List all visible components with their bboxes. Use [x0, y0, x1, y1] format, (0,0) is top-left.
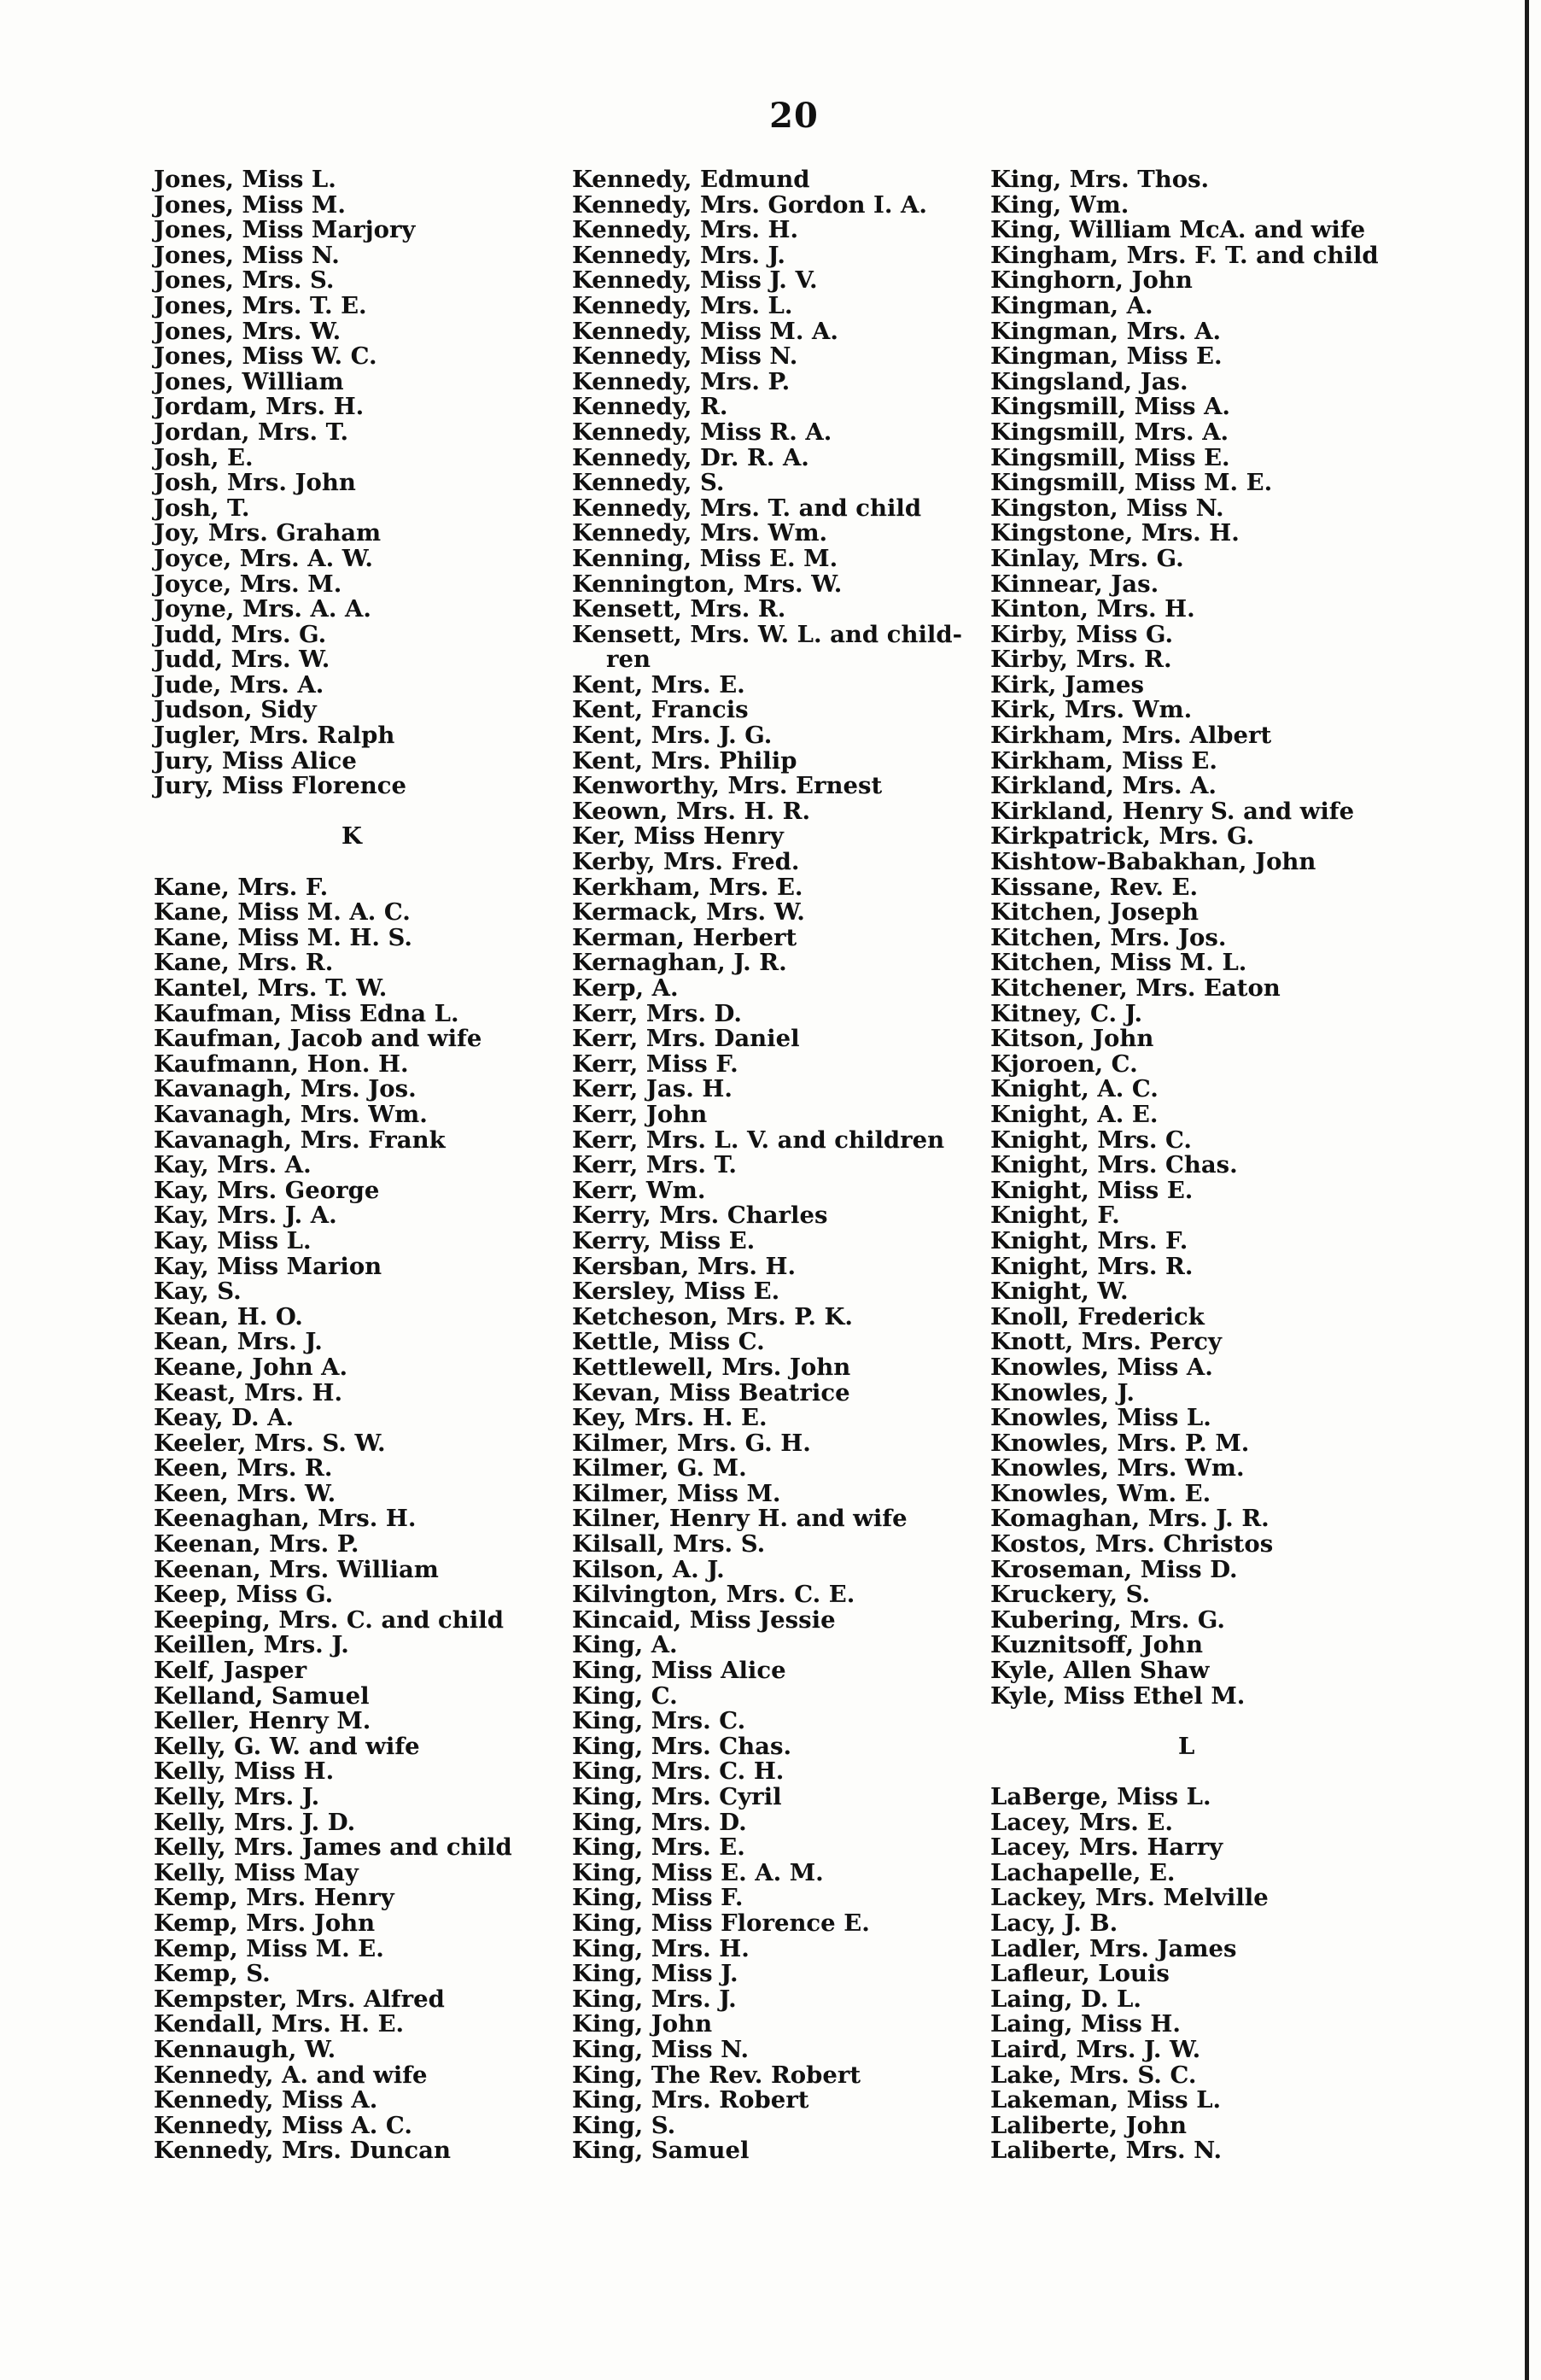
directory-entry: Kerry, Mrs. Charles — [572, 1202, 828, 1230]
directory-entry: Kinghorn, John — [990, 266, 1193, 295]
directory-entry: Keenan, Mrs. P. — [154, 1530, 359, 1558]
directory-entry: Kingman, A. — [990, 291, 1153, 319]
directory-entry: Kitchen, Joseph — [990, 898, 1199, 927]
directory-entry: Kaufman, Jacob and wife — [154, 1025, 482, 1053]
directory-entry: Knowles, Miss A. — [990, 1353, 1213, 1381]
directory-entry: Knight, F. — [990, 1202, 1120, 1230]
directory-entry: Kennedy, S. — [572, 469, 725, 497]
directory-entry: Keeler, Mrs. S. W. — [154, 1429, 386, 1457]
directory-entry: Josh, E. — [154, 443, 254, 471]
directory-entry: Josh, T. — [154, 494, 250, 522]
directory-entry: King, Mrs. E. — [572, 1833, 745, 1862]
directory-entry: Laird, Mrs. J. W. — [990, 2035, 1201, 2063]
directory-entry: ren — [606, 646, 651, 674]
directory-entry: Key, Mrs. H. E. — [572, 1404, 768, 1432]
directory-entry: Lake, Mrs. S. C. — [990, 2061, 1197, 2089]
directory-entry: King, Mrs. J. — [572, 1985, 737, 2013]
directory-entry: Keast, Mrs. H. — [154, 1378, 343, 1406]
directory-entry: Jones, Miss Marjory — [154, 216, 416, 244]
directory-entry: Joyne, Mrs. A. A. — [154, 595, 371, 623]
directory-entry: Joy, Mrs. Graham — [154, 519, 382, 547]
directory-entry: Knight, A. C. — [990, 1075, 1159, 1103]
directory-entry: Kirby, Miss G. — [990, 620, 1174, 648]
directory-entry: Kingsmill, Miss A. — [990, 393, 1230, 421]
directory-entry: Keep, Miss G. — [154, 1581, 334, 1609]
directory-column-1 — [154, 167, 512, 2164]
directory-entry: Kirkham, Miss E. — [990, 746, 1217, 775]
directory-entry: Jones, Miss N. — [154, 241, 340, 269]
directory-entry: Kettlewell, Mrs. John — [572, 1353, 851, 1381]
directory-column-2 — [572, 167, 962, 2164]
directory-entry: Kilvington, Mrs. C. E. — [572, 1581, 855, 1609]
directory-entry: Laliberte, John — [990, 2111, 1187, 2139]
directory-entry: Kane, Mrs. F. — [154, 873, 329, 901]
directory-entry: Kettle, Miss C. — [572, 1328, 765, 1356]
directory-entry: Kernaghan, J. R. — [572, 949, 787, 977]
directory-entry: Kitney, C. J. — [990, 999, 1143, 1027]
directory-entry: Knowles, Miss L. — [990, 1404, 1211, 1432]
directory-entry: Knowles, Mrs. P. M. — [990, 1429, 1250, 1457]
directory-entry: Kirk, James — [990, 670, 1144, 699]
page-number: 20 — [769, 96, 819, 136]
directory-entry: Lackey, Mrs. Melville — [990, 1884, 1269, 1912]
directory-entry: Kostos, Mrs. Christos — [990, 1530, 1274, 1558]
directory-entry: Kersban, Mrs. H. — [572, 1252, 797, 1280]
directory-entry: Kirkland, Mrs. A. — [990, 772, 1217, 800]
directory-entry: Kennington, Mrs. W. — [572, 570, 843, 598]
directory-entry: Kinlay, Mrs. G. — [990, 544, 1184, 572]
directory-entry: Kingman, Miss E. — [990, 342, 1223, 371]
directory-entry: Jones, Miss L. — [154, 166, 336, 193]
directory-entry: Kennedy, Miss A. — [154, 2086, 378, 2114]
directory-entry: Jury, Miss Florence — [154, 772, 406, 800]
directory-entry: Kay, Mrs. J. A. — [154, 1202, 337, 1230]
directory-entry: Knowles, Mrs. Wm. — [990, 1454, 1245, 1482]
directory-entry: Kennedy, R. — [572, 393, 728, 421]
directory-entry: Keen, Mrs. W. — [154, 1479, 336, 1507]
directory-entry: Kilmer, Mrs. G. H. — [572, 1429, 811, 1457]
directory-entry: Kelf, Jasper — [154, 1657, 307, 1685]
directory-entry: Kerr, Miss F. — [572, 1050, 738, 1078]
directory-entry: Lachapelle, E. — [990, 1858, 1176, 1886]
directory-entry: Kavanagh, Mrs. Wm. — [154, 1100, 428, 1128]
directory-entry: King, Mrs. Cyril — [572, 1783, 782, 1810]
directory-entry: Jones, Miss W. C. — [154, 342, 377, 371]
directory-entry: Jude, Mrs. A. — [154, 670, 324, 699]
directory-entry: Kuznitsoff, John — [990, 1631, 1203, 1659]
directory-entry: Lacey, Mrs. E. — [990, 1808, 1173, 1836]
directory-entry: Kevan, Miss Beatrice — [572, 1378, 850, 1406]
directory-entry: Kane, Miss M. A. C. — [154, 898, 411, 927]
blank-line — [154, 799, 512, 825]
directory-entry: Kenworthy, Mrs. Ernest — [572, 772, 883, 800]
directory-entry: Kitchen, Miss M. L. — [990, 949, 1247, 977]
directory-entry: King, A. — [572, 1631, 678, 1659]
directory-entry: Kennedy, Mrs. Duncan — [154, 2137, 451, 2165]
directory-entry: Kerman, Herbert — [572, 923, 797, 951]
directory-entry: King, Mrs. D. — [572, 1808, 747, 1836]
directory-entry: Jones, Mrs. S. — [154, 266, 335, 295]
directory-entry: Judd, Mrs. W. — [154, 646, 330, 674]
blank-line — [154, 850, 512, 875]
directory-entry: Kermack, Mrs. W. — [572, 898, 805, 927]
directory-entry: Kinton, Mrs. H. — [990, 595, 1195, 623]
directory-entry: Kennedy, Miss J. V. — [572, 266, 818, 295]
directory-entry: Lakeman, Miss L. — [990, 2086, 1222, 2114]
section-heading: K — [341, 822, 363, 851]
directory-entry: Knight, W. — [990, 1278, 1129, 1306]
directory-entry: Kelly, Miss May — [154, 1858, 359, 1886]
directory-entry: Kean, Mrs. J. — [154, 1328, 323, 1356]
directory-entry: Kennedy, Miss M. A. — [572, 317, 838, 345]
directory-entry: King, William McA. and wife — [990, 216, 1366, 244]
directory-entry: King, Mrs. Robert — [572, 2086, 809, 2114]
directory-column-3 — [990, 167, 1379, 2164]
directory-entry: Kent, Mrs. Philip — [572, 746, 797, 775]
directory-entry: Kensett, Mrs. R. — [572, 595, 786, 623]
directory-entry: King, Mrs. Chas. — [572, 1732, 792, 1760]
directory-entry: Kirkham, Mrs. Albert — [990, 722, 1272, 750]
blank-line — [990, 1709, 1379, 1734]
directory-entry: Kendall, Mrs. H. E. — [154, 2010, 405, 2038]
directory-entry: Knowles, J. — [990, 1378, 1135, 1406]
directory-entry: Kilner, Henry H. and wife — [572, 1505, 908, 1533]
directory-entry: Kerry, Miss E. — [572, 1226, 756, 1254]
directory-entry: Keen, Mrs. R. — [154, 1454, 333, 1482]
directory-entry: Knight, Miss E. — [990, 1176, 1194, 1204]
directory-entry: Jury, Miss Alice — [154, 746, 357, 775]
directory-entry: Kirk, Mrs. Wm. — [990, 696, 1193, 724]
directory-entry: Kemp, S. — [154, 1960, 271, 1988]
directory-entry: Kelly, Mrs. J. — [154, 1783, 320, 1810]
directory-entry: King, Miss N. — [572, 2035, 750, 2063]
directory-entry: Kavanagh, Mrs. Frank — [154, 1126, 446, 1154]
directory-entry: Keay, D. A. — [154, 1404, 295, 1432]
directory-entry: Kingsmill, Miss M. E. — [990, 469, 1273, 497]
directory-entry: Kerr, John — [572, 1100, 708, 1128]
directory-entry: Keane, John A. — [154, 1353, 348, 1381]
directory-entry: Kirby, Mrs. R. — [990, 646, 1172, 674]
directory-entry: Kay, Mrs. A. — [154, 1151, 312, 1179]
directory-entry: King, C. — [572, 1681, 678, 1710]
directory-entry: King, Mrs. C. — [572, 1707, 746, 1735]
directory-entry: Laliberte, Mrs. N. — [990, 2137, 1223, 2165]
directory-entry: Kemp, Mrs. Henry — [154, 1884, 394, 1912]
directory-entry: Kilmer, G. M. — [572, 1454, 747, 1482]
directory-entry: Keller, Henry M. — [154, 1707, 371, 1735]
directory-entry: Kilmer, Miss M. — [572, 1479, 781, 1507]
section-heading: L — [1178, 1732, 1196, 1760]
directory-entry: King, Mrs. C. H. — [572, 1757, 785, 1786]
directory-entry: Kaufman, Miss Edna L. — [154, 999, 459, 1027]
directory-entry: Kennaugh, W. — [154, 2035, 336, 2063]
directory-entry: Kirkland, Henry S. and wife — [990, 797, 1355, 825]
directory-entry: King, Miss Florence E. — [572, 1909, 870, 1937]
directory-entry: Kennedy, Miss R. A. — [572, 418, 832, 446]
directory-entry: Kelly, Mrs. J. D. — [154, 1808, 356, 1836]
directory-entry: Jordam, Mrs. H. — [154, 393, 365, 421]
directory-entry: Jones, Miss M. — [154, 190, 346, 219]
directory-entry: Jordan, Mrs. T. — [154, 418, 349, 446]
directory-entry: Kavanagh, Mrs. Jos. — [154, 1075, 417, 1103]
directory-entry: Knight, Mrs. F. — [990, 1226, 1188, 1254]
directory-entry: Kennedy, Mrs. L. — [572, 291, 793, 319]
directory-entry: Kennedy, Miss A. C. — [154, 2111, 412, 2139]
directory-entry: Kent, Francis — [572, 696, 749, 724]
directory-entry: Laing, Miss H. — [990, 2010, 1181, 2038]
directory-entry: Kyle, Miss Ethel M. — [990, 1681, 1246, 1710]
directory-entry: Kitchener, Mrs. Eaton — [990, 974, 1281, 1002]
directory-entry: Joyce, Mrs. M. — [154, 570, 342, 598]
directory-entry: Kent, Mrs. J. G. — [572, 722, 773, 750]
directory-entry: Kitson, John — [990, 1025, 1154, 1053]
directory-entry: Keillen, Mrs. J. — [154, 1631, 349, 1659]
blank-line — [990, 1759, 1379, 1785]
directory-entry: Kerp, A. — [572, 974, 679, 1002]
directory-entry: Kay, Miss Marion — [154, 1252, 382, 1280]
directory-entry: Keeping, Mrs. C. and child — [154, 1605, 504, 1634]
directory-entry: Keenaghan, Mrs. H. — [154, 1505, 417, 1533]
page-edge-rule — [1525, 0, 1529, 2380]
directory-entry: Kennedy, Mrs. T. and child — [572, 494, 922, 522]
directory-entry: King, S. — [572, 2111, 676, 2139]
directory-entry: Judd, Mrs. G. — [154, 620, 327, 648]
directory-entry: Kemp, Mrs. John — [154, 1909, 376, 1937]
directory-entry: Kingston, Miss N. — [990, 494, 1224, 522]
directory-entry: Kent, Mrs. E. — [572, 670, 745, 699]
directory-entry: Jugler, Mrs. Ralph — [154, 722, 395, 750]
directory-entry: Kennedy, Edmund — [572, 166, 810, 193]
directory-entry: Keenan, Mrs. William — [154, 1555, 439, 1583]
directory-entry: Judson, Sidy — [154, 696, 317, 724]
directory-entry: Kingman, Mrs. A. — [990, 317, 1222, 345]
directory-entry: Kennedy, Dr. R. A. — [572, 443, 809, 471]
directory-entry: Kingsmill, Miss E. — [990, 443, 1230, 471]
directory-entry: Kensett, Mrs. W. L. and child- — [572, 620, 962, 648]
directory-entry: Kilsall, Mrs. S. — [572, 1530, 766, 1558]
directory-entry: Laing, D. L. — [990, 1985, 1141, 2013]
directory-entry: Kingsland, Jas. — [990, 367, 1188, 395]
directory-entry: King, Mrs. Thos. — [990, 166, 1210, 193]
directory-entry: Knoll, Frederick — [990, 1302, 1205, 1330]
directory-entry: Kane, Miss M. H. S. — [154, 923, 412, 951]
directory-entry: Kelland, Samuel — [154, 1681, 370, 1710]
directory-entry: Kempster, Mrs. Alfred — [154, 1985, 445, 2013]
directory-entry: Lacey, Mrs. Harry — [990, 1833, 1223, 1862]
directory-entry: Knight, Mrs. R. — [990, 1252, 1194, 1280]
directory-entry: Komaghan, Mrs. J. R. — [990, 1505, 1270, 1533]
directory-entry: Kinnear, Jas. — [990, 570, 1159, 598]
directory-entry: Jones, Mrs. T. E. — [154, 291, 367, 319]
directory-entry: Lacy, J. B. — [990, 1909, 1118, 1937]
directory-entry: Knight, Mrs. Chas. — [990, 1151, 1238, 1179]
directory-entry: Kerby, Mrs. Fred. — [572, 848, 800, 876]
directory-entry: Kilson, A. J. — [572, 1555, 725, 1583]
directory-entry: Kennedy, Mrs. Gordon I. A. — [572, 190, 927, 219]
directory-entry: King, Wm. — [990, 190, 1129, 219]
directory-entry: Jones, Mrs. W. — [154, 317, 341, 345]
directory-entry: Kishtow-Babakhan, John — [990, 848, 1316, 876]
directory-entry: Kelly, Miss H. — [154, 1757, 335, 1786]
directory-entry: Kelly, Mrs. James and child — [154, 1833, 512, 1862]
directory-entry: Kyle, Allen Shaw — [990, 1657, 1210, 1685]
directory-entry: King, Samuel — [572, 2137, 750, 2165]
directory-entry: Kruckery, S. — [990, 1581, 1151, 1609]
directory-entry: Kenning, Miss E. M. — [572, 544, 838, 572]
directory-entry: Kerr, Mrs. D. — [572, 999, 742, 1027]
directory-entry: Kaufmann, Hon. H. — [154, 1050, 409, 1078]
directory-entry: Kay, Mrs. George — [154, 1176, 380, 1204]
directory-entry: Kennedy, Mrs. Wm. — [572, 519, 828, 547]
directory-entry: Ker, Miss Henry — [572, 822, 784, 851]
directory-entry: King, The Rev. Robert — [572, 2061, 861, 2089]
directory-entry: Kennedy, Miss N. — [572, 342, 798, 371]
directory-entry: Kennedy, Mrs. H. — [572, 216, 799, 244]
directory-entry: Kerr, Mrs. L. V. and children — [572, 1126, 945, 1154]
directory-entry: Kay, S. — [154, 1278, 242, 1306]
directory-entry: Kirkpatrick, Mrs. G. — [990, 822, 1255, 851]
directory-entry: Kerr, Mrs. T. — [572, 1151, 737, 1179]
directory-entry: Joyce, Mrs. A. W. — [154, 544, 373, 572]
directory-entry: Knight, A. E. — [990, 1100, 1159, 1128]
directory-entry: LaBerge, Miss L. — [990, 1783, 1211, 1810]
directory-entry: Kersley, Miss E. — [572, 1278, 780, 1306]
directory-entry: Kincaid, Miss Jessie — [572, 1605, 836, 1634]
directory-entry: Ketcheson, Mrs. P. K. — [572, 1302, 854, 1330]
directory-entry: Kantel, Mrs. T. W. — [154, 974, 388, 1002]
directory-entry: King, Miss E. A. M. — [572, 1858, 824, 1886]
directory-entry: Knott, Mrs. Percy — [990, 1328, 1222, 1356]
directory-entry: Kerr, Mrs. Daniel — [572, 1025, 800, 1053]
directory-entry: Kean, H. O. — [154, 1302, 303, 1330]
directory-entry: Kingham, Mrs. F. T. and child — [990, 241, 1379, 269]
directory-entry: Keown, Mrs. H. R. — [572, 797, 811, 825]
directory-entry: King, John — [572, 2010, 713, 2038]
directory-entry: Kennedy, Mrs. P. — [572, 367, 791, 395]
directory-entry: King, Miss Alice — [572, 1657, 786, 1685]
directory-entry: Kubering, Mrs. G. — [990, 1605, 1225, 1634]
directory-entry: Josh, Mrs. John — [154, 469, 356, 497]
directory-entry: Kingstone, Mrs. H. — [990, 519, 1240, 547]
directory-entry: Kjoroen, C. — [990, 1050, 1138, 1078]
directory-entry: Jones, William — [154, 367, 344, 395]
directory-entry: King, Mrs. H. — [572, 1934, 750, 1962]
directory-entry: Lafleur, Louis — [990, 1960, 1170, 1988]
directory-entry: Kitchen, Mrs. Jos. — [990, 923, 1227, 951]
directory-entry: King, Miss F. — [572, 1884, 744, 1912]
directory-entry: Knowles, Wm. E. — [990, 1479, 1211, 1507]
directory-entry: Kay, Miss L. — [154, 1226, 312, 1254]
directory-entry: Kissane, Rev. E. — [990, 873, 1199, 901]
directory-entry: Kemp, Miss M. E. — [154, 1934, 384, 1962]
directory-entry: Kingsmill, Mrs. A. — [990, 418, 1229, 446]
directory-entry: Kerkham, Mrs. E. — [572, 873, 803, 901]
directory-entry: Ladler, Mrs. James — [990, 1934, 1237, 1962]
directory-entry: Kennedy, Mrs. J. — [572, 241, 786, 269]
directory-entry: Kane, Mrs. R. — [154, 949, 334, 977]
directory-entry: Kennedy, A. and wife — [154, 2061, 428, 2089]
directory-entry: Kelly, G. W. and wife — [154, 1732, 420, 1760]
directory-entry: Kerr, Jas. H. — [572, 1075, 733, 1103]
directory-entry: Knight, Mrs. C. — [990, 1126, 1192, 1154]
directory-entry: Kerr, Wm. — [572, 1176, 706, 1204]
directory-entry: King, Miss J. — [572, 1960, 738, 1988]
directory-entry: Kroseman, Miss D. — [990, 1555, 1238, 1583]
